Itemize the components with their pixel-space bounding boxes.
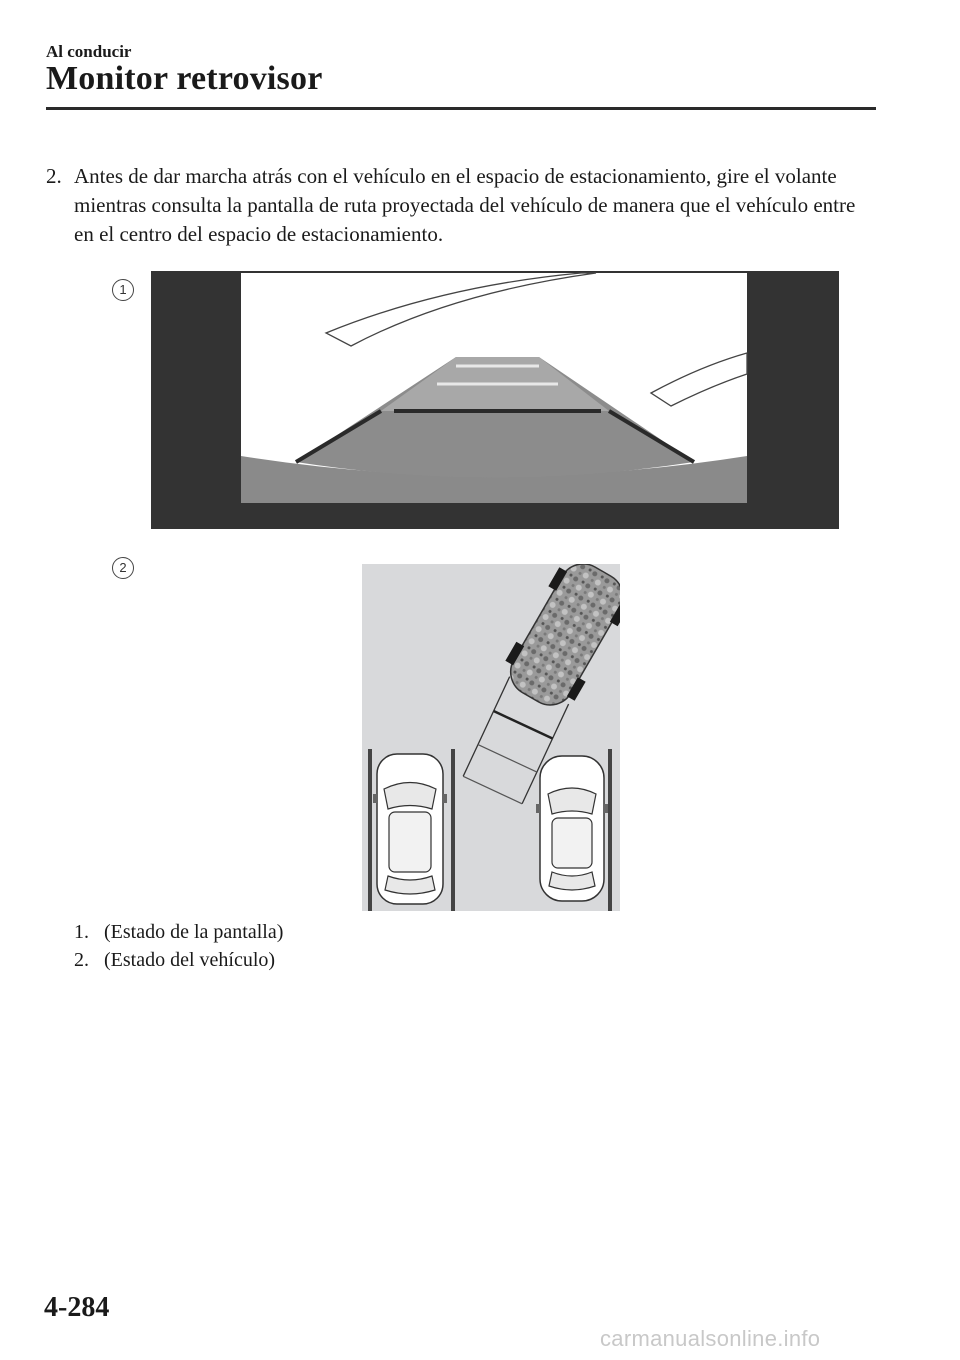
callout-1: 1 [112, 279, 134, 301]
parked-car-right [536, 756, 608, 901]
rear-camera-screen-figure [151, 271, 839, 529]
legend-item [74, 946, 283, 974]
page-title: Monitor retrovisor [46, 60, 323, 97]
page-number: 4-284 [44, 1292, 110, 1323]
legend-item [74, 918, 283, 946]
watermark: carmanualsonline.info [600, 1326, 821, 1351]
stall-line [451, 749, 455, 911]
callout-2: 2 [112, 557, 134, 579]
step-paragraph [46, 162, 866, 249]
step-number: 2. [46, 164, 62, 188]
step-text: Antes de dar marcha atrás con el vehículo en el espacio de estacionamiento, gire el volante mientras consulta la pantalla de ruta proyectada del vehículo de manera que el vehículo entre en el centro del espacio de estacionamiento. [74, 164, 856, 246]
figure-legend [74, 918, 283, 974]
legend-label: (Estado de la pantalla) [104, 921, 284, 943]
stall-line [368, 749, 372, 911]
stall-line [608, 749, 612, 911]
legend-number: 1. [74, 921, 89, 943]
title-divider [46, 107, 876, 110]
legend-label: (Estado del vehículo) [104, 949, 276, 971]
section-label: Al conducir [46, 42, 132, 61]
parked-car-left [373, 754, 447, 904]
legend-number: 2. [74, 949, 89, 971]
vehicle-state-figure [362, 564, 620, 911]
